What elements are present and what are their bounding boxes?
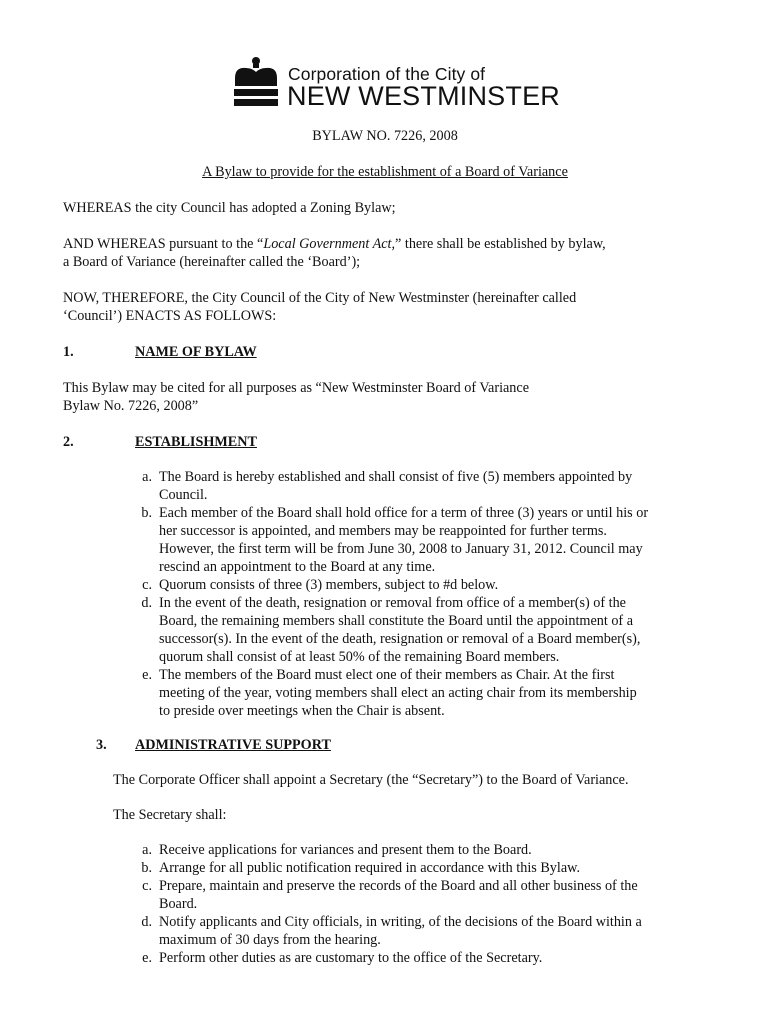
list-item-letter: b.: [141, 860, 152, 876]
list-item-line: Perform other duties as are customary to the office of the Secretary.: [159, 950, 543, 966]
list-item: [159, 877, 638, 913]
list-item-line: successor(s). In the event of the death, resignation or removal of a Board member(s),: [159, 631, 641, 647]
list-item-line: However, the first term will be from June 30, 2008 to January 31, 2012. Council may: [159, 541, 643, 557]
list-item-letter: e.: [142, 950, 152, 966]
list-item-line: Council.: [159, 487, 208, 503]
list-item-letter: c.: [142, 577, 152, 593]
list-item-line: quorum shall consist of at least 50% of the remaining Board members.: [159, 649, 560, 665]
list-item-line: The members of the Board must elect one of their members as Chair. At the first: [159, 667, 615, 683]
whereas-clause-2: [63, 235, 606, 253]
list-item-letter: c.: [142, 878, 152, 894]
list-item-line: her successor is appointed, and members may be reappointed for further terms.: [159, 523, 607, 539]
list-item-line: Board, the remaining members shall constitute the Board until the appointment of a: [159, 613, 633, 629]
list-item-line: Prepare, maintain and preserve the records of the Board and all other business of the: [159, 878, 638, 894]
list-item: [159, 913, 642, 949]
whereas2-post: ” there shall be established by bylaw,: [395, 236, 606, 252]
list-item: [159, 949, 542, 967]
list-item-line: Notify applicants and City officials, in writing, of the decisions of the Board within a: [159, 914, 642, 930]
section-1-heading: NAME OF BYLAW: [135, 344, 257, 360]
list-item-line: The Board is hereby established and shall consist of five (5) members appointed by: [159, 469, 633, 485]
whereas-clause-2-line2: a Board of Variance (hereinafter called the ‘Board’);: [63, 254, 361, 270]
list-item-line: Each member of the Board shall hold office for a term of three (3) years or until his or: [159, 505, 649, 521]
list-item: [159, 859, 580, 877]
list-item: [159, 468, 632, 504]
list-item-letter: a.: [142, 842, 152, 858]
section-3-para-2: The Secretary shall:: [113, 807, 227, 823]
list-item-line: meeting of the year, voting members shall elect an acting chair from its membership: [159, 685, 637, 701]
section-3-heading: ADMINISTRATIVE SUPPORT: [135, 737, 331, 753]
section-1-number: 1.: [63, 344, 74, 360]
list-item-line: to preside over meetings when the Chair is absent.: [159, 703, 445, 719]
list-item: [159, 594, 640, 666]
crown-icon: [232, 56, 280, 108]
act-name: Local Government Act,: [263, 236, 396, 252]
section-2-heading: ESTABLISHMENT: [135, 434, 257, 450]
list-item-line: Board.: [159, 896, 198, 912]
bylaw-number: BYLAW NO. 7226, 2008: [312, 128, 458, 144]
list-item: [159, 666, 637, 720]
list-item-letter: d.: [141, 914, 152, 930]
section-2-number: 2.: [63, 434, 74, 450]
bylaw-subtitle-wrap: [0, 163, 770, 181]
list-item: [159, 841, 532, 859]
city-logo: [232, 56, 560, 112]
list-item-line: Receive applications for variances and present them to the Board.: [159, 842, 532, 858]
logo-org-line: Corporation of the City of: [288, 64, 486, 84]
enacts-line-2: ‘Council’) ENACTS AS FOLLOWS:: [63, 308, 277, 324]
section-1-text-1: This Bylaw may be cited for all purposes as “New Westminster Board of Variance: [63, 380, 529, 396]
list-item: [159, 504, 648, 576]
whereas-clause-1: WHEREAS the city Council has adopted a Zoning Bylaw;: [63, 200, 396, 216]
section-3-para-1: The Corporate Officer shall appoint a Secretary (the “Secretary”) to the Board of Variance.: [113, 772, 629, 788]
list-item-line: Quorum consists of three (3) members, subject to #d below.: [159, 577, 499, 593]
list-item-line: rescind an appointment to the Board at any time.: [159, 559, 436, 575]
list-item-letter: b.: [141, 505, 152, 521]
list-item-line: Arrange for all public notification required in accordance with this Bylaw.: [159, 860, 581, 876]
list-item-line: In the event of the death, resignation or removal from office of a member(s) of the: [159, 595, 626, 611]
list-item: [159, 576, 498, 594]
list-item-letter: e.: [142, 667, 152, 683]
list-item-letter: d.: [141, 595, 152, 611]
list-item-line: maximum of 30 days from the hearing.: [159, 932, 381, 948]
section-3-number: 3.: [96, 737, 107, 753]
enacts-line-1: NOW, THEREFORE, the City Council of the City of New Westminster (hereinafter called: [63, 290, 577, 306]
logo-city-name: NEW WESTMINSTER: [287, 81, 560, 111]
bylaw-subtitle: A Bylaw to provide for the establishment of a Board of Variance: [202, 164, 568, 180]
whereas2-pre: AND WHEREAS pursuant to the “: [63, 236, 264, 252]
list-item-letter: a.: [142, 469, 152, 485]
section-1-text-2: Bylaw No. 7226, 2008”: [63, 398, 199, 414]
